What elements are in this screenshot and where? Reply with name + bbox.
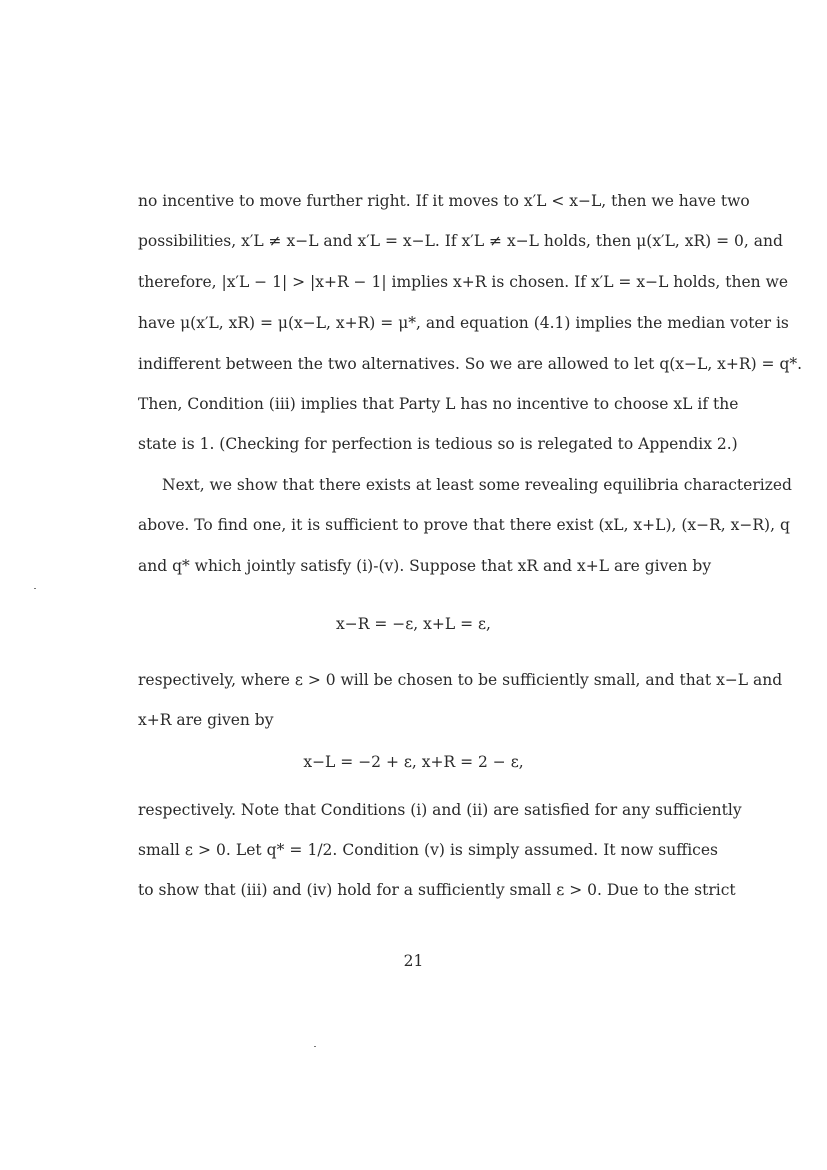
- text-line: indifferent between the two alternatives. So we are allowed to let q(x−L, x+R) = q*.: [138, 355, 803, 373]
- scan-speck: [314, 1046, 316, 1047]
- equation: x−L = −2 + ε, x+R = 2 − ε,: [303, 753, 524, 771]
- text-line: to show that (iii) and (iv) hold for a sufficiently small ε > 0. Due to the strict: [138, 881, 736, 899]
- page-number: 21: [403, 952, 424, 970]
- text-line: respectively, where ε > 0 will be chosen to be sufficiently small, and that x−L and: [138, 671, 783, 689]
- text-line: Next, we show that there exists at least some revealing equilibria characterized: [162, 476, 792, 494]
- text-line: and q* which jointly satisfy (i)-(v). Suppose that xR and x+L are given by: [138, 557, 712, 575]
- scan-speck: [34, 588, 36, 589]
- text-line: state is 1. (Checking for perfection is tedious so is relegated to Appendix 2.): [138, 435, 738, 453]
- equation: x−R = −ε, x+L = ε,: [336, 615, 491, 633]
- text-line: small ε > 0. Let q* = 1/2. Condition (v) is simply assumed. It now suffices: [138, 841, 718, 859]
- text-line: possibilities, x′L ≠ x−L and x′L = x−L. If x′L ≠ x−L holds, then μ(x′L, xR) = 0, and: [138, 232, 783, 250]
- text-line: x+R are given by: [138, 711, 274, 729]
- text-line: no incentive to move further right. If it moves to x′L < x−L, then we have two: [138, 192, 750, 210]
- text-line: Then, Condition (iii) implies that Party L has no incentive to choose xL if the: [138, 395, 739, 413]
- text-line: respectively. Note that Conditions (i) and (ii) are satisfied for any sufficiently: [138, 801, 742, 819]
- text-line: therefore, |x′L − 1| > |x+R − 1| implies x+R is chosen. If x′L = x−L holds, then we: [138, 273, 789, 291]
- text-line: have μ(x′L, xR) = μ(x−L, x+R) = μ*, and equation (4.1) implies the median voter is: [138, 314, 789, 332]
- text-line: above. To find one, it is sufficient to prove that there exist (xL, x+L), (x−R, x−R), q: [138, 516, 790, 534]
